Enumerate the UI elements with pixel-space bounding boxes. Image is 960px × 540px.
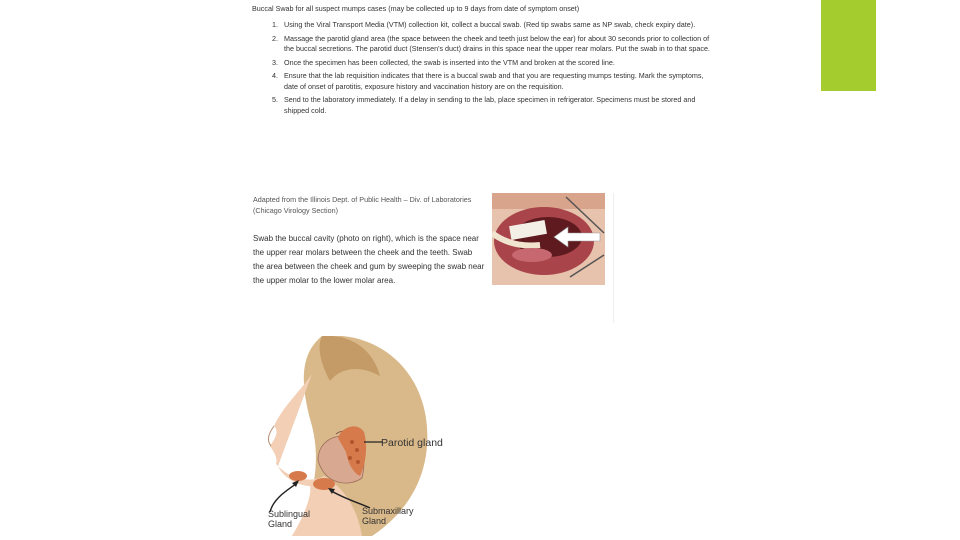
step-item: 3. Once the specimen has been collected, the swab is inserted into the VTM and broken at the scored line. [280,58,712,68]
submaxillary-gland-label: Submaxillary Gland [362,506,414,527]
swab-description: Swab the buccal cavity (photo on right), which is the space near the upper rear molars between the cheek and the teeth. Swab the area between the cheek and gum by sweeping the swab near the upper molar to the lower molar area. [253,234,485,285]
mouth-photo [492,193,605,285]
parotid-gland-label: Parotid gland [381,437,443,449]
step-item: 1. Using the Viral Transport Media (VTM) collection kit, collect a buccal swab. (Red tip swabs same as NP swab, check expiry date). [280,20,712,30]
step-item: 4. Ensure that the lab requisition indicates that there is a buccal swab and that you are requesting mumps testing. Mark the symptoms, date of onset of parotitis, exposure history and vaccination history are on the requisition. [280,71,712,92]
divider-line [613,193,614,323]
document-title: Buccal Swab for all suspect mumps cases (may be collected up to 9 days from date of symptom onset) [252,4,580,13]
instructions-document [252,4,712,119]
sublingual-gland-label: Sublingual Gland [268,509,311,530]
step-item: 5. Send to the laboratory immediately. If a delay in sending to the lab, place specimen in refrigerator. Specimens must be stored and shipped cold. [280,95,712,116]
source-credit: Adapted from the Illinois Dept. of Public Health – Div. of Laboratories (Chicago Virology Section) [253,195,472,216]
accent-block [821,0,876,91]
steps-list [252,20,712,116]
step-item: 2. Massage the parotid gland area (the space between the cheek and teeth just below the ear) for about 30 seconds prior to collection of the buccal secretions. The parotid duct (Stensen's duct) drains in this space near the upper rear molars. Put the swab in to that space. [280,34,712,55]
